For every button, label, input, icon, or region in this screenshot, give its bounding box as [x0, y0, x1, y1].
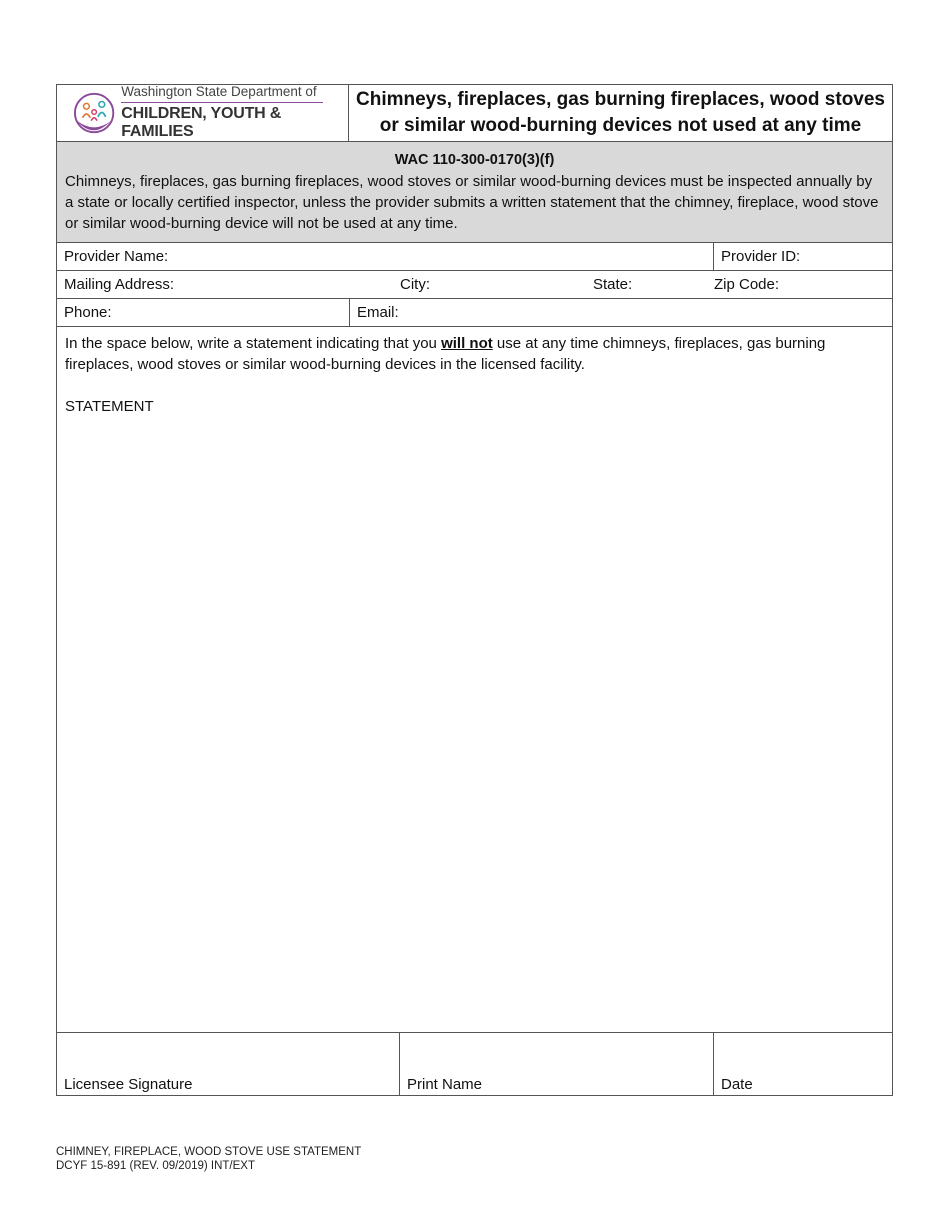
footer-form-title: CHIMNEY, FIREPLACE, WOOD STOVE USE STATEMENT [56, 1146, 362, 1158]
mailing-address-label: Mailing Address: [64, 276, 175, 293]
instruction-emphasis: will not [441, 335, 493, 352]
statement-instruction [65, 333, 884, 375]
logo-divider [121, 102, 323, 103]
mailing-address-field[interactable] [57, 271, 393, 298]
licensee-signature-label: Licensee Signature [64, 1076, 193, 1093]
zip-code-label: Zip Code: [714, 276, 780, 293]
zip-code-field[interactable] [707, 271, 892, 298]
address-row [56, 271, 893, 299]
provider-id-field[interactable] [713, 243, 892, 270]
state-label: State: [593, 276, 633, 293]
form-footer [56, 1145, 361, 1173]
email-label: Email: [357, 304, 399, 321]
city-field[interactable] [393, 271, 586, 298]
wac-info-section [56, 142, 893, 243]
licensee-signature-field[interactable] [57, 1033, 399, 1095]
date-label: Date [721, 1076, 753, 1093]
provider-id-label: Provider ID: [721, 248, 801, 265]
agency-logo [57, 85, 349, 141]
provider-name-label: Provider Name: [64, 248, 169, 265]
form [56, 84, 893, 1096]
provider-row [56, 243, 893, 271]
print-name-field[interactable] [399, 1033, 713, 1095]
instruction-text: In the space below, write a statement indicating that you [65, 335, 442, 352]
form-title-line1: Chimneys, fireplaces, gas burning fireplaces, wood stoves [356, 89, 885, 110]
wac-description: Chimneys, fireplaces, gas burning fireplaces, wood stoves or similar wood-burning devices must be inspected annually by a state or locally certified inspector, unless the provider submits a written statement that the chimney, fireplace, wood stove or similar wood-burning device will not be used at any time. [65, 173, 879, 232]
contact-row [56, 299, 893, 327]
footer-form-number: DCYF 15-891 (REV. 09/2019) INT/EXT [56, 1160, 255, 1172]
header-row [56, 84, 893, 142]
email-field[interactable] [349, 299, 892, 326]
family-logo-icon [73, 91, 115, 135]
wac-reference: WAC 110-300-0170(3)(f) [394, 152, 555, 168]
logo-agency-name: CHILDREN, YOUTH & FAMILIES [121, 105, 282, 140]
logo-department-text: Washington State Department of [121, 84, 317, 100]
form-title [349, 85, 892, 141]
statement-label: STATEMENT [65, 398, 154, 415]
phone-label: Phone: [64, 304, 112, 321]
phone-field[interactable] [57, 299, 349, 326]
provider-name-field[interactable] [57, 243, 713, 270]
instruction-text-end: use at any time chimneys, fireplaces, gas burning fireplaces, wood stoves or similar wood-burning devices in the licensed facility. [65, 335, 826, 373]
print-name-label: Print Name [407, 1076, 483, 1093]
statement-area[interactable] [56, 327, 893, 1033]
form-title-line2: or similar wood-burning devices not used at any time [379, 115, 862, 136]
date-field[interactable] [713, 1033, 892, 1095]
signature-row [56, 1033, 893, 1096]
city-label: City: [400, 276, 430, 293]
state-field[interactable] [586, 271, 707, 298]
